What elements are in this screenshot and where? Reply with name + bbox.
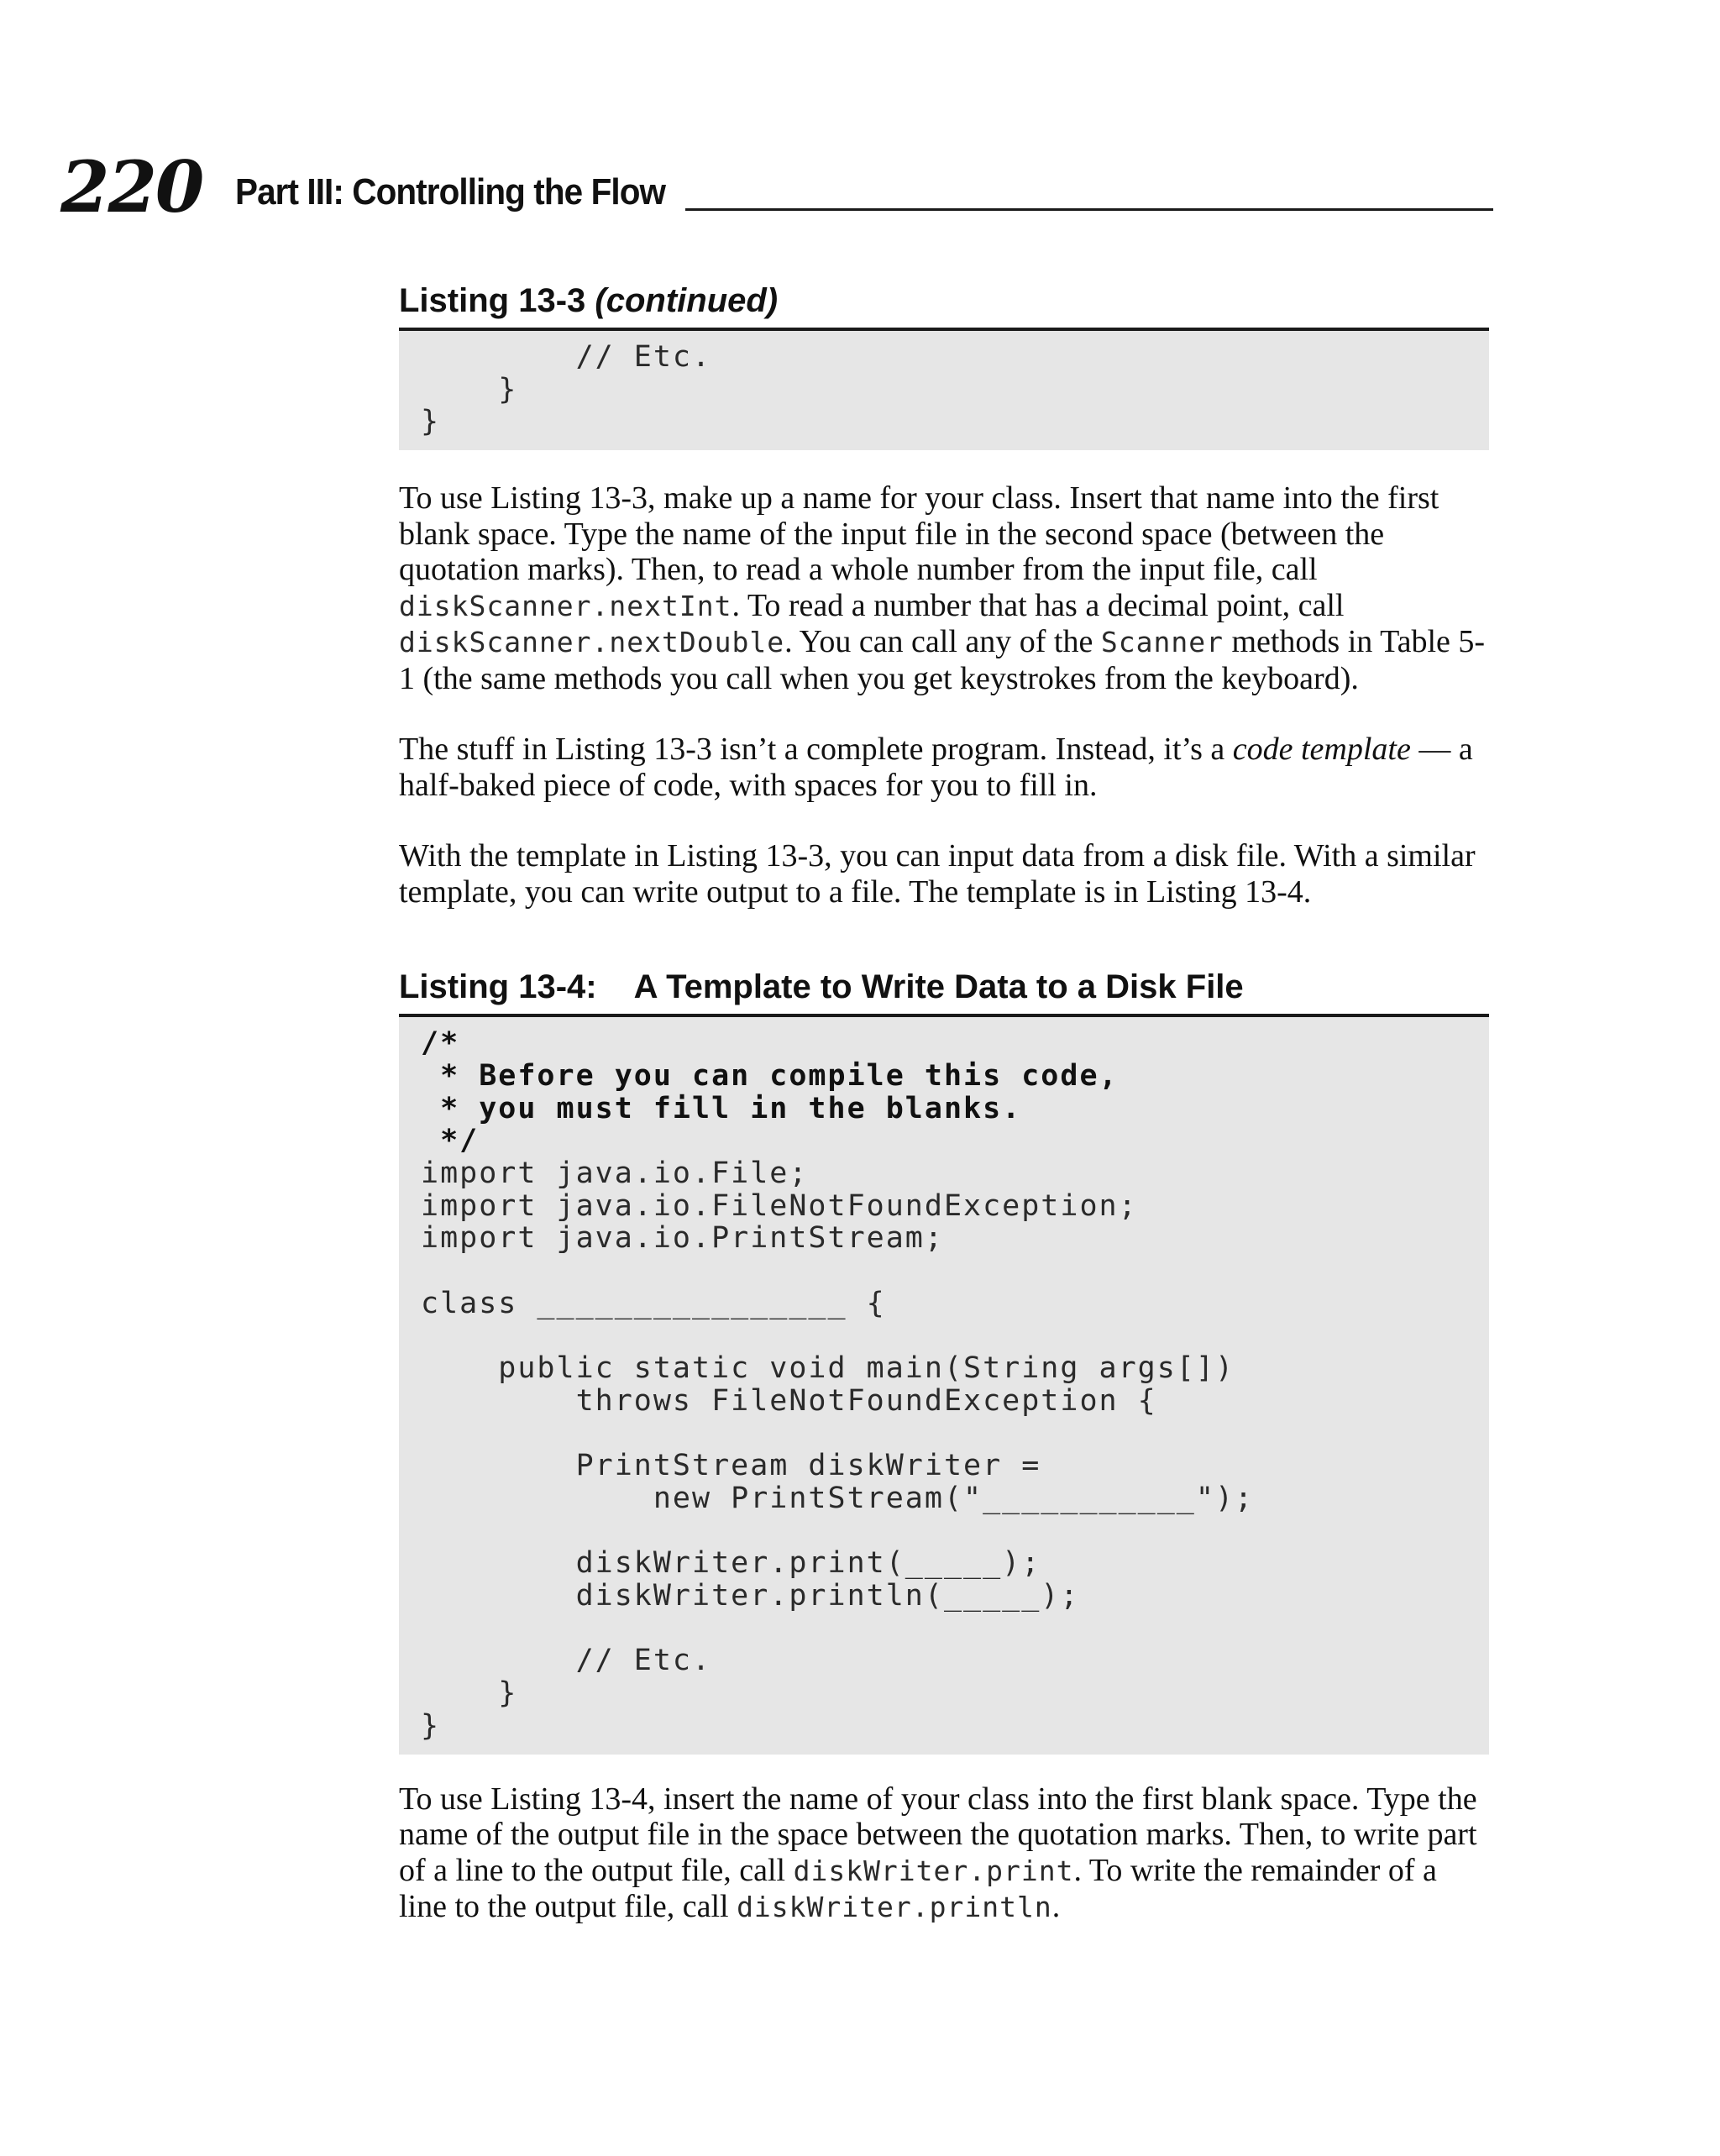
code-line xyxy=(421,1418,1489,1450)
code-line xyxy=(421,1319,1489,1352)
text-run: . To write the remainder of a line to the output file, call xyxy=(399,1852,1437,1925)
code-inline: diskWriter.print xyxy=(793,1854,1074,1887)
code-line: } xyxy=(421,372,518,407)
paragraph-write-output: With the template in Listing 13-3, you can input data from a disk file. With a similar template, you can write output to a file. The template is in Listing 13-4. xyxy=(399,838,1476,910)
code-line: import java.io.PrintStream; xyxy=(421,1221,944,1256)
code-comment-line: * you must fill in the blanks. xyxy=(421,1091,1022,1125)
listing-13-4-title xyxy=(399,963,1489,1017)
code-line: // Etc. xyxy=(421,1644,712,1678)
code-inline: diskScanner.nextInt xyxy=(399,589,732,622)
code-comment-line: * Before you can compile this code, xyxy=(421,1058,1119,1093)
code-line xyxy=(421,1255,1489,1288)
code-line: diskWriter.println(_____); xyxy=(421,1579,1080,1613)
page-number: 220 xyxy=(60,145,203,228)
text-run: To use Listing 13-4, insert the name of your class into the first blank space. Type the name of the output file in the space between the quotation marks. Then, to write part of a line to the output file, call xyxy=(399,1781,1477,1888)
page-body xyxy=(399,277,1489,1926)
code-line: PrintStream diskWriter = xyxy=(421,1449,1041,1483)
code-line: } xyxy=(421,405,441,439)
code-inline: diskWriter.println xyxy=(737,1891,1052,1924)
text-run: The stuff in Listing 13-3 isn’t a complete program. Instead, it’s a xyxy=(399,732,1233,768)
paragraph-code-template xyxy=(399,732,1489,803)
listing-13-4-code xyxy=(399,1017,1489,1754)
code-inline: Scanner xyxy=(1100,626,1224,659)
code-line: } xyxy=(421,1708,441,1743)
page-header xyxy=(60,145,1495,228)
listing-continued: (continued) xyxy=(595,282,779,319)
code-comment-line: /* xyxy=(421,1026,460,1061)
code-line: import java.io.FileNotFoundException; xyxy=(421,1188,1138,1223)
paragraph-listing-13-3-usage xyxy=(399,480,1489,696)
listing-label: Listing 13-3 xyxy=(399,282,586,319)
code-line: // Etc. xyxy=(421,340,712,374)
code-line: throws FileNotFoundException { xyxy=(421,1383,1157,1418)
code-inline: diskScanner.nextDouble xyxy=(399,626,785,659)
text-run: — a half-baked piece of code, with spaces for you to fill in. xyxy=(399,732,1473,803)
listing-label: Listing 13-4: xyxy=(399,968,597,1006)
text-run: To use Listing 13-3, make up a name for your class. Insert that name into the first blank space. Type the name of the input file in the second space (between the quotation marks). Then, to read a whole number from the input file, call xyxy=(399,480,1439,588)
listing-13-3-title xyxy=(399,277,1489,331)
listing-caption: A Template to Write Data to a Disk File xyxy=(633,968,1244,1006)
running-head: Part III: Controlling the Flow xyxy=(235,171,666,212)
paragraph-listing-13-4-usage xyxy=(399,1781,1489,1926)
code-line: import java.io.File; xyxy=(421,1156,809,1190)
text-run: methods in Table 5-1 (the same methods you call when you get keystrokes from the keyboard). xyxy=(399,624,1486,696)
code-comment-line: */ xyxy=(421,1124,480,1158)
code-line: public static void main(String args[]) xyxy=(421,1351,1235,1386)
emphasis-term: code template xyxy=(1232,732,1411,768)
listing-13-3-code xyxy=(399,331,1489,450)
text-run: . You can call any of the xyxy=(784,624,1101,660)
code-line: } xyxy=(421,1676,518,1711)
code-line: new PrintStream("___________"); xyxy=(421,1481,1255,1515)
text-run: . xyxy=(1051,1889,1061,1925)
code-line xyxy=(421,1515,1489,1548)
code-line: class ________________ { xyxy=(421,1286,886,1320)
header-rule xyxy=(685,208,1493,211)
code-line xyxy=(421,1613,1489,1645)
code-line: diskWriter.print(_____); xyxy=(421,1546,1041,1581)
text-run: . To read a number that has a decimal point, call xyxy=(732,587,1345,623)
